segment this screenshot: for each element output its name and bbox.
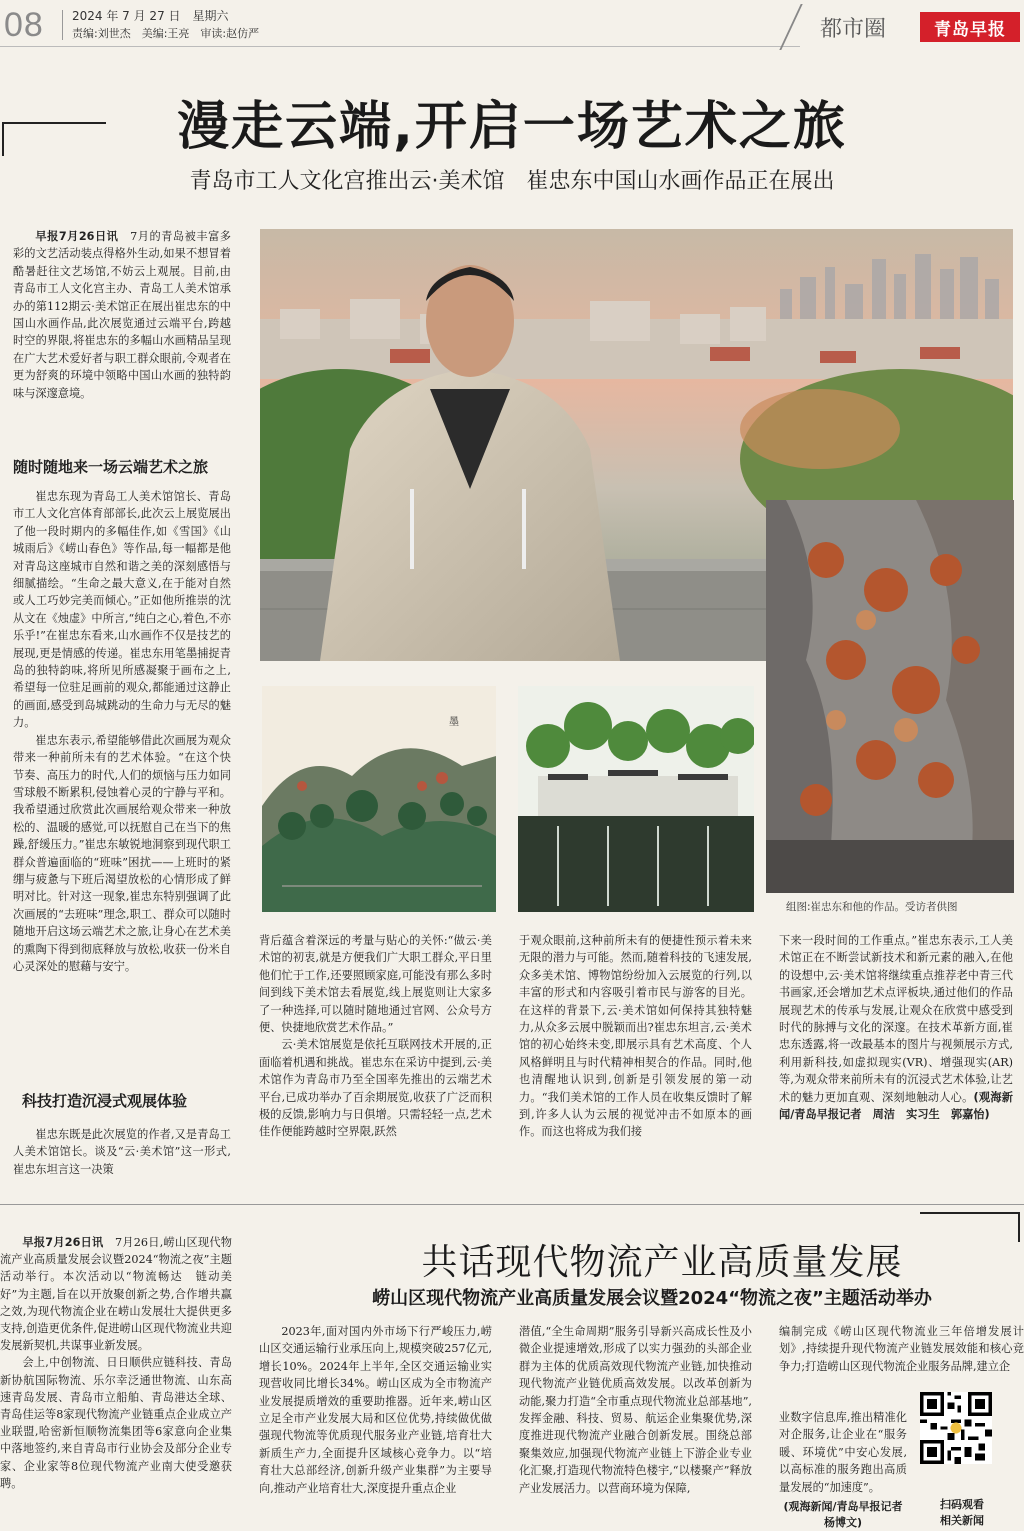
article2-column-1 <box>0 1234 232 1530</box>
painting-3 <box>766 500 1014 893</box>
article1-section-1 <box>13 488 231 1088</box>
painting-1 <box>262 686 496 912</box>
paragraph: 业数字信息库,推出精准化对企服务,让企业在“服务暖、环境优”中安心发展,以高标准的服务跑出高质量发展的“加速度”。 <box>779 1411 907 1494</box>
qr-caption <box>912 1497 1012 1529</box>
header-credits: 责编:刘世杰 美编:王亮 审读:赵仿严 <box>72 27 260 40</box>
headline-frame <box>920 1212 1020 1214</box>
article1-lead-paragraph <box>13 228 231 440</box>
paragraph: 2023年,面对国内外市场下行严峻压力,崂山区交通运输行业承压向上,规模突破257亿元,增长10%。2024年上半年,全区交通运输业实现营收同比增长34%。崂山区成为全市物流产业发展提质增效的重要助推器。近年来,崂山区立足全市产业发展大局和区位优势,持续做优做强现代物流等优质现代服务业产业链,培育壮大新质生产力,全面提升区域核心竞争力。以“培育壮大总部经济,创新升级产业集群”为主要导向,推动产业培育壮大,深度提升重点企业 <box>259 1325 492 1495</box>
header-rule <box>0 46 800 47</box>
section-divider <box>0 1204 1024 1205</box>
paragraph: 潜值,“全生命周期”服务引导新兴高成长性及小微企业提速增效,形成了以实力强劲的头部企业群为主体的优质高效现代物流产业链,加快推动现代物流产业链优质高效发展。以改革创新为动能,聚力打造“全市重点现代物流业总部基地”,发挥金融、科技、贸易、航运企业集聚优势,深度推进现代物流产业融合创新发展。围绕总部聚集效应,加强现代物流产业链上下游企业专业化汇聚,打造现代物流特色楼宇,“以楼聚产”释放产业发展活力。以营商环境为保障, <box>519 1325 752 1495</box>
article2-column-4-continued <box>779 1409 907 1499</box>
paragraph: 下来一段时间的工作重点。”崔忠东表示,工人美术馆正在不断尝试新技术和新元素的融入,在他的设想中,云·美术馆将继续重点推荐老中青三代书画家,还会增加艺术点评板块,通过他们的作品展现艺术的传承与发展,让观众在欣赏中感受到时代的脉搏与文化的深邃。在技术革新方面,崔忠东透露,将一改最基本的图片与视频展示方式,利用新科技,如虚拟现实(VR)、增强现实(AR)等,为观众带来前所未有的沉浸式艺术体验,让艺术的魅力更加直观、深刻地触动人心。 <box>779 934 1013 1104</box>
page-number: 08 <box>4 6 44 44</box>
article2-column-3 <box>519 1323 752 1530</box>
lead-label: 早报7月26日讯 <box>22 1236 104 1249</box>
header-date: 2024 年 7 月 27 日 星期六 <box>72 9 229 23</box>
qr-caption-line: 扫码观看 <box>940 1498 984 1511</box>
painting-2 <box>518 686 754 912</box>
article1-subhead-2: 科技打造沉浸式观展体验 <box>22 1092 188 1110</box>
article1-column-3 <box>519 932 752 1182</box>
paragraph: 崔忠东现为青岛工人美术馆馆长、青岛市工人文化宫体育部部长,此次云上展览展出了他一段时期内的多幅佳作,如《雪国》《山城雨后》《崂山春色》等作品,每一幅都是他对青岛这座城市自然和谐之美的深刻感悟与细腻描绘。“生命之最大意义,在于能对自然或人工巧妙完美而倾心。”正如他所推崇的沈从文在《烛虚》中所言,“纯白之心,着色,不亦乐乎!”在崔忠东看来,山水画作不仅是技艺的展现,更是情感的传递。崔忠东用笔墨捕捉青岛的独特韵味,将所见所感凝聚于画布之上,希望每一位驻足画前的观众,都能通过这静止的画面,感受到岛城跳动的生命力与无尽的魅力。 <box>13 490 231 730</box>
article1-column-4 <box>779 932 1013 1182</box>
paragraph: 云·美术馆展览是依托互联网技术开展的,正面临着机遇和挑战。崔忠东在采访中提到,云·美术馆作为青岛市乃至全国率先推出的云端艺术平台,已成功举办了百余期展览,收获了广泛而积极的反馈,影响力与日俱增。只需轻轻一点,艺术佳作便能跨越时空界限,跃然 <box>259 1038 492 1139</box>
qr-caption-line: 相关新闻 <box>940 1514 984 1527</box>
paragraph: 7月26日,崂山区现代物流产业高质量发展会议暨2024“物流之夜”主题活动举行。本次活动以“物流畅达 链动美好”为主题,旨在以开放聚创新之势,合作增共赢之效,为现代物流企业在崂山发展壮大提供更多支持,创造更优条件,促进崂山区现代物流业共迎发展新契机,共谋事业新发展。 <box>0 1236 232 1353</box>
section-name: 都市圈 <box>820 17 887 42</box>
article2-headline: 共话现代物流产业高质量发展 <box>421 1242 903 1283</box>
paragraph: 崔忠东表示,希望能够借此次画展为观众带来一种前所未有的艺术体验。“在这个快节奏、高压力的时代,人们的烦恼与压力如同雪球般不断累积,侵蚀着心灵的宁静与平和。我希望通过欣赏此次画展给观众带来一种放松的、温暖的感觉,可以抚慰自己在当下的焦躁,舒缓压力。”崔忠东敏锐地洞察到现代职工群众普遍面临的“班味”困扰——上班时的紧绷与疲惫与下班后渴望放松的心情形成了鲜明对比。针对这一现象,崔忠东特别强调了此次画展的“去班味”理念,职工、群众可以随时随地开启这场云端艺术之旅,让身心在艺术美的熏陶下得到彻底释放与放松,收获一份米自心灵深处的慰藉与安宁。 <box>13 733 231 973</box>
article2-column-2 <box>259 1323 492 1530</box>
paragraph: 崔忠东既是此次展览的作者,又是青岛工人美术馆馆长。谈及“云·美术馆”这一形式,崔忠东坦言这一决策 <box>13 1128 231 1176</box>
paragraph: 背后蕴含着深远的考量与贴心的关怀:“做云·美术馆的初衷,就是方便我们广大职工群众,平日里他们忙于工作,还要照顾家庭,可能没有那么多时间到线下美术馆去看展览,线上展览则让大家多了一种选择,可以随时随地通过官网、公众号方便、快捷地欣赏艺术作品。” <box>259 934 492 1035</box>
lead-text: 7月的青岛被丰富多彩的文艺活动装点得格外生动,如果不想冒着酷暑赶往文艺场馆,不妨云上观展。目前,由青岛市工人文化宫主办、青岛工人美术馆承办的第112期云·美术馆正在展出崔忠东的中国山水画作品,此次展览通过云端平台,跨越时空的界限,将崔忠东的多幅山水画精品呈现在广大艺术爱好者与职工群众眼前,令观者在更为舒爽的环境中领略中国山水画的独特韵味与深邃意境。 <box>13 230 231 400</box>
brand-logo-icon: 青岛早报 <box>920 12 1020 42</box>
svg-text:墨: 墨 <box>446 716 458 726</box>
paragraph: 于观众眼前,这种前所未有的便捷性预示着未来无限的潜力与可能。然而,随着科技的飞速发展,众多美术馆、博物馆纷纷加入云展览的行列,以丰富的形式和内容吸引着市民与游客的目光。在这样的背景下,云·美术馆如何保持其独特魅力,从众多云展中脱颖而出?崔忠东坦言,云·美术馆的初心始终未变,即展示具有艺术高度、个人风格鲜明且与时代精神相契合的作品。同时,他也清醒地认识到,创新是引领发展的第一动力。“我们美术馆的工作人员在收集反馈时了解到,许多人认为云展的视觉冲击不如原本的画作。而这也将成为我们接 <box>519 934 752 1139</box>
article1-headline: 漫走云端,开启一场艺术之旅 <box>177 97 847 157</box>
photo-caption: 组图:崔忠东和他的作品。受访者供图 <box>786 901 958 913</box>
lead-label: 早报7月26日讯 <box>35 230 119 243</box>
header-divider <box>62 10 63 40</box>
section-slash <box>779 4 802 50</box>
article1-section-2 <box>13 1126 231 1196</box>
article1-column-2 <box>259 932 492 1182</box>
paragraph: 编制完成《崂山区现代物流业三年倍增发展计划》,持续提升现代物流产业链发展效能和核心竞争力;打造崂山区现代物流企业服务品牌,建立企 <box>779 1325 1024 1373</box>
qr-code-icon[interactable] <box>920 1392 992 1464</box>
article1-byline: (观海新闻/青岛早报记者 周洁 实习生 郭嘉怡) <box>779 1090 1013 1122</box>
article1-subheadline: 青岛市工人文化宫推出云·美术馆 崔忠东中国山水画作品正在展出 <box>189 169 835 194</box>
article2-byline: (观海新闻/青岛早报记者 杨博文) <box>783 1500 914 1529</box>
paragraph: 会上,中创物流、日日顺供应链科技、青岛新协航国际物流、乐尔幸泛通世物流、山东高速青岛发展、青岛市立船舶、青岛港达全球、青岛佳运等8家现代物流产业链重点企业成立产业联盟,哈密新恒顺物流集团等6家意向企业集中落地签约,来自青岛市行业协会及部分企业专家、企业家等8位现代物流产业南大使受邀获聘。 <box>0 1356 232 1490</box>
article1-subhead-1: 随时随地来一场云端艺术之旅 <box>13 458 209 476</box>
article2-subheadline: 崂山区现代物流产业高质量发展会议暨2024“物流之夜”主题活动举办 <box>372 1288 932 1309</box>
